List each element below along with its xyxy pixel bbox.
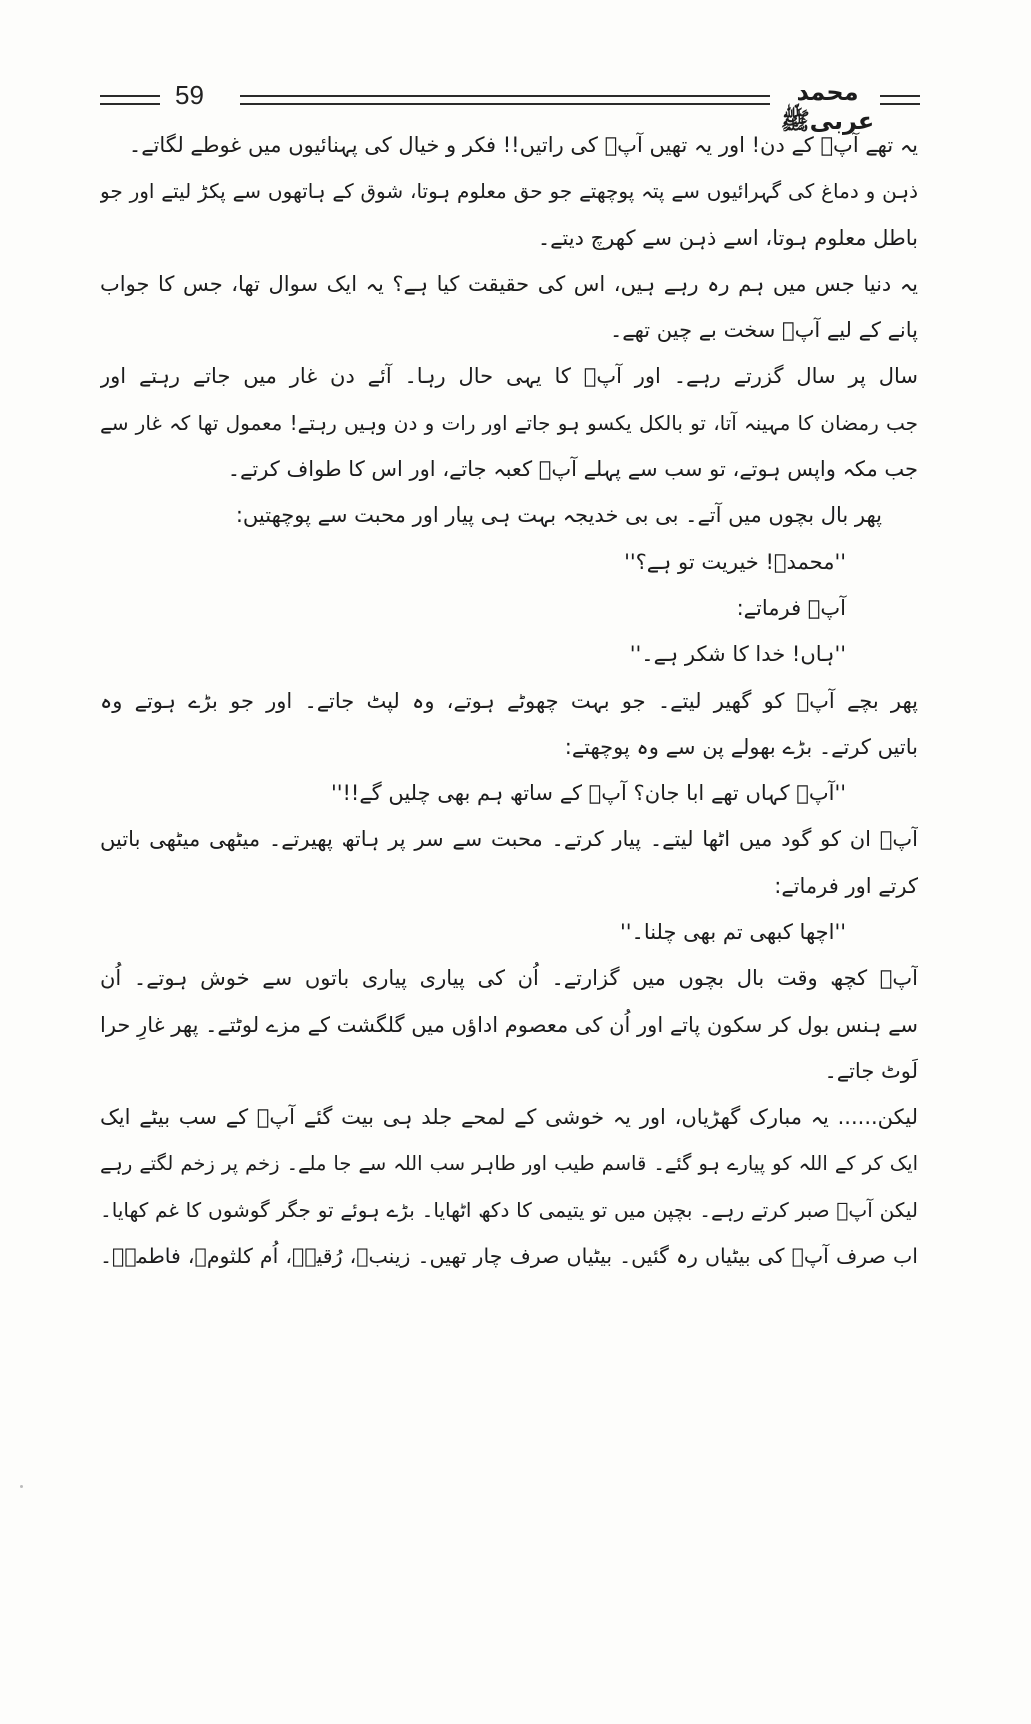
text-line: ''آپؐ کہاں تھے ابا جان؟ آپؐ کے ساتھ ہم بھی چلیں گے!!''	[330, 781, 846, 806]
text-line: پھر بچے آپؐ کو گھیر لیتے۔ جو بہت چھوٹے ہوتے، وہ لپٹ جاتے۔ اور جو بڑے ہوتے وہ	[100, 688, 918, 713]
text-line: آپؐ فرماتے:	[736, 595, 846, 620]
text-line: پانے کے لیے آپؐ سخت بے چین تھے۔	[609, 318, 918, 343]
text-line: ''ہاں! خدا کا شکر ہے۔''	[629, 642, 846, 667]
text-line: کرتے اور فرماتے:	[774, 873, 918, 898]
text-line: جب رمضان کا مہینہ آتا، تو بالکل یکسو ہو جاتے اور رات و دن وہیں رہتے! معمول تھا کہ غار سے	[100, 410, 918, 435]
text-line: آپؐ ان کو گود میں اٹھا لیتے۔ پیار کرتے۔ محبت سے سر پر ہاتھ پھیرتے۔ میٹھی میٹھی باتیں	[100, 827, 918, 852]
text-line: باتیں کرتے۔ بڑے بھولے پن سے وہ پوچھتے:	[564, 734, 918, 759]
text-line: ''اچھا کبھی تم بھی چلنا۔''	[619, 920, 846, 945]
text-line: باطل معلوم ہوتا، اسے ذہن سے کھرچ دیتے۔	[537, 225, 918, 250]
text-line: جب مکہ واپس ہوتے، تو سب سے پہلے آپؐ کعبہ جاتے، اور اس کا طواف کرتے۔	[227, 457, 918, 482]
body-text	[100, 122, 918, 1279]
text-line: پھر بال بچوں میں آتے۔ بی بی خدیجہ بہت ہی پیار اور محبت سے پوچھتیں:	[235, 503, 882, 528]
page-number: 59	[175, 80, 204, 110]
text-line: ایک کر کے اللہ کو پیارے ہو گئے۔ قاسم طیب اور طاہر سب اللہ سے جا ملے۔ زخم پر زخم لگتے رہے	[100, 1151, 918, 1175]
text-line: یہ تھے آپؐ کے دن! اور یہ تھیں آپؐ کی راتیں!! فکر و خیال کی پہنائیوں میں غوطے لگاتے۔	[128, 133, 918, 157]
text-line: اب صرف آپؐ کی بیٹیاں رہ گئیں۔ بیٹیاں صرف چار تھیں۔ زینبؓ، رُقیہؓ، اُم کلثومؓ، فاطمہؓ۔	[100, 1244, 918, 1269]
text-line: یہ دنیا جس میں ہم رہ رہے ہیں، اس کی حقیقت کیا ہے؟ یہ ایک سوال تھا، جس کا جواب	[100, 271, 918, 296]
text-line: سے ہنس بول کر سکون پاتے اور اُن کی معصوم اداؤں میں گلگشت کے مزے لوٹتے۔ پھر غارِ حرا	[100, 1012, 918, 1037]
text-line: سال پر سال گزرتے رہے۔ اور آپؐ کا یہی حال رہا۔ آئے دن غار میں جاتے رہتے اور	[100, 364, 918, 389]
header-rule-middle	[240, 95, 770, 105]
text-line: لَوٹ جاتے۔	[824, 1058, 918, 1083]
page-header	[100, 78, 920, 135]
text-line: ''محمدؐ! خیریت تو ہے؟''	[624, 549, 846, 574]
paper-speck	[20, 1485, 23, 1488]
text-line: ذہن و دماغ کی گہرائیوں سے پتہ پوچھتے جو حق معلوم ہوتا، شوق کے ہاتھوں سے پکڑ لیتے اور جو	[100, 179, 918, 204]
running-title: محمد عربیﷺ	[780, 78, 875, 135]
text-line: لیکن آپؐ صبر کرتے رہے۔ بچپن میں تو یتیمی کا دکھ اٹھایا۔ بڑے ہوئے تو جگر گوشوں کا غم کھایا۔	[100, 1197, 918, 1222]
text-line: لیکن...... یہ مبارک گھڑیاں، اور یہ خوشی کے لمحے جلد ہی بیت گئے آپؐ کے سب بیٹے ایک	[100, 1105, 918, 1130]
header-rule-right	[880, 95, 920, 105]
header-rule-left	[100, 95, 160, 105]
text-line: آپؐ کچھ وقت بال بچوں میں گزارتے۔ اُن کی پیاری پیاری باتوں سے خوش ہوتے۔ اُن	[100, 966, 918, 991]
